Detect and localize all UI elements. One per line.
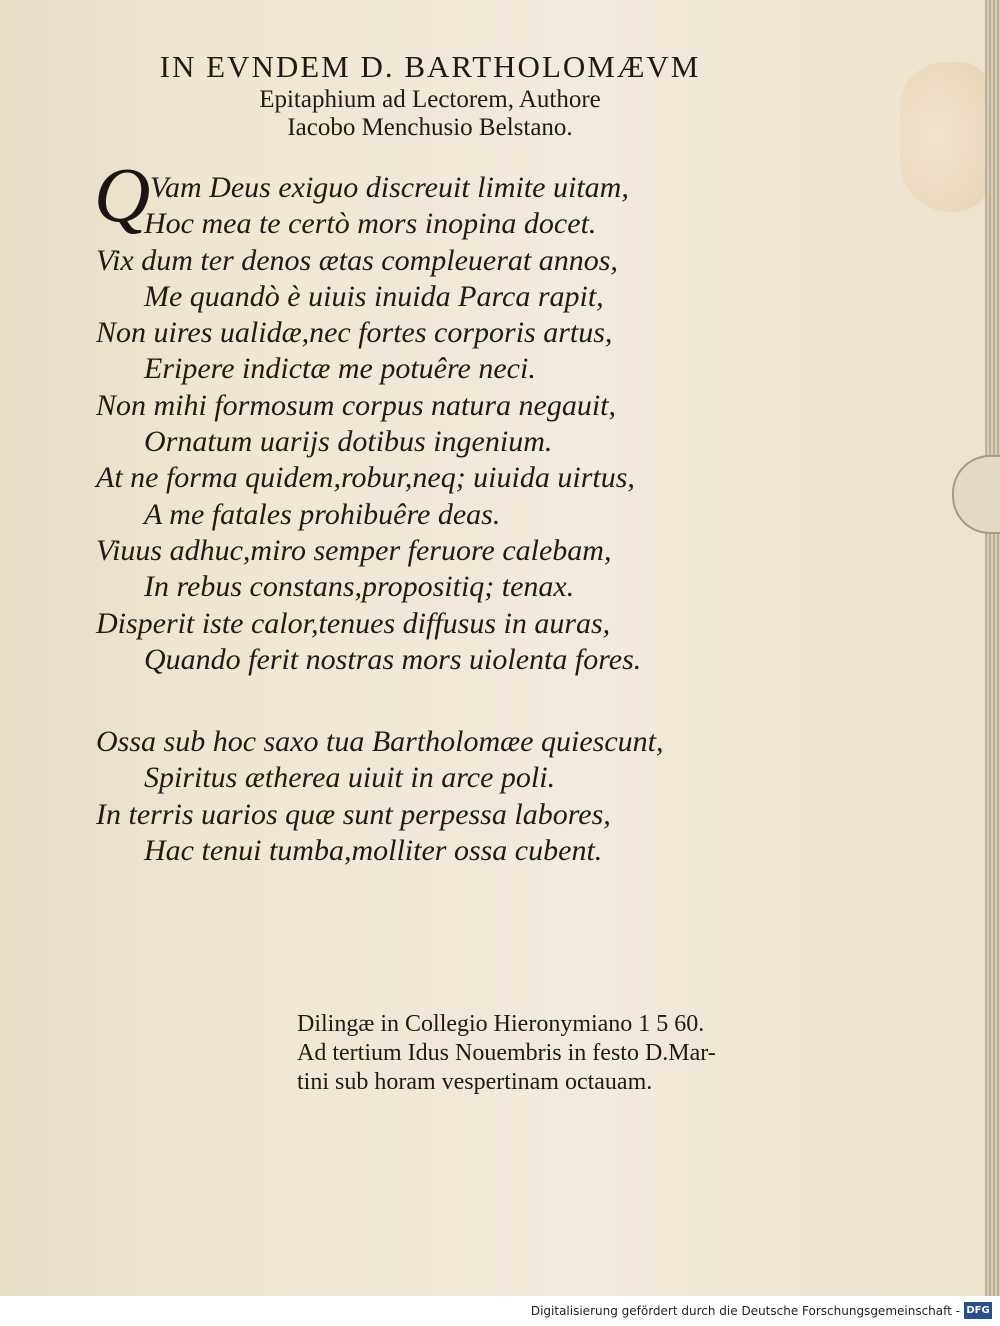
funding-notice: Digitalisierung gefördert durch die Deutsche Forschungsgemeinschaft - [530, 1304, 960, 1318]
heading-author: Iacobo Menchusio Belstano. [287, 114, 573, 141]
poem-line: Disperit iste calor,tenues diffusus in auras, [96, 606, 611, 640]
page-edges [985, 0, 1000, 1296]
epitaph-poem [94, 151, 736, 869]
poem-line: Eripere indictæ me potuêre neci. [144, 352, 536, 386]
poem-line: Non uires ualidæ,nec fortes corporis artus, [96, 316, 613, 350]
funding-footer [0, 1296, 1000, 1326]
poem-line: Hac tenui tumba,molliter ossa cubent. [144, 834, 603, 868]
poem-line: In rebus constans,propositiq; tenax. [144, 570, 575, 604]
colophon [297, 1010, 767, 1097]
poem-line: Vix dum ter denos ætas compleuerat annos, [96, 243, 618, 277]
paper-stain [900, 62, 990, 212]
poem-line: Ossa sub hoc saxo tua Bartholomæe quiescunt, [96, 725, 664, 759]
poem-line: Me quandò è uiuis inuida Parca rapit, [144, 279, 604, 313]
dfg-logo: DFG [964, 1302, 992, 1319]
colophon-line: tini sub horam vespertinam octauam. [297, 1069, 653, 1095]
colophon-line: Ad tertium Idus Nouembris in festo D.Mar- [297, 1040, 716, 1066]
poem-line: Viuus adhuc,miro semper feruore calebam, [96, 533, 612, 567]
poem-line: In terris uarios quæ sunt perpessa labores, [96, 797, 611, 831]
heading-subtitle: Epitaphium ad Lectorem, Authore [259, 86, 601, 113]
poem-line: Quando ferit nostras mors uiolenta fores. [144, 642, 642, 676]
stanza-gap [96, 678, 736, 724]
poem-line: Hoc mea te certò mors inopina docet. [144, 207, 597, 241]
colophon-line: Dilingæ in Collegio Hieronymiano 1 5 60. [297, 1011, 705, 1037]
drop-cap: Q [94, 151, 151, 238]
poem-line: At ne forma quidem,robur,neq; uiuida uirtus, [96, 461, 635, 495]
poem-line: Ornatum uarijs dotibus ingenium. [144, 425, 553, 459]
poem-line: A me fatales prohibuêre deas. [144, 497, 501, 531]
heading-title: IN EVNDEM D. BARTHOLOMÆVM [159, 49, 701, 84]
epitaph-heading [95, 48, 765, 142]
poem-line: Vam Deus exiguo discreuit limite uitam, [150, 171, 629, 204]
poem-line: Spiritus ætherea uiuit in arce poli. [144, 761, 556, 795]
poem-line: Non mihi formosum corpus natura negauit, [96, 388, 617, 422]
